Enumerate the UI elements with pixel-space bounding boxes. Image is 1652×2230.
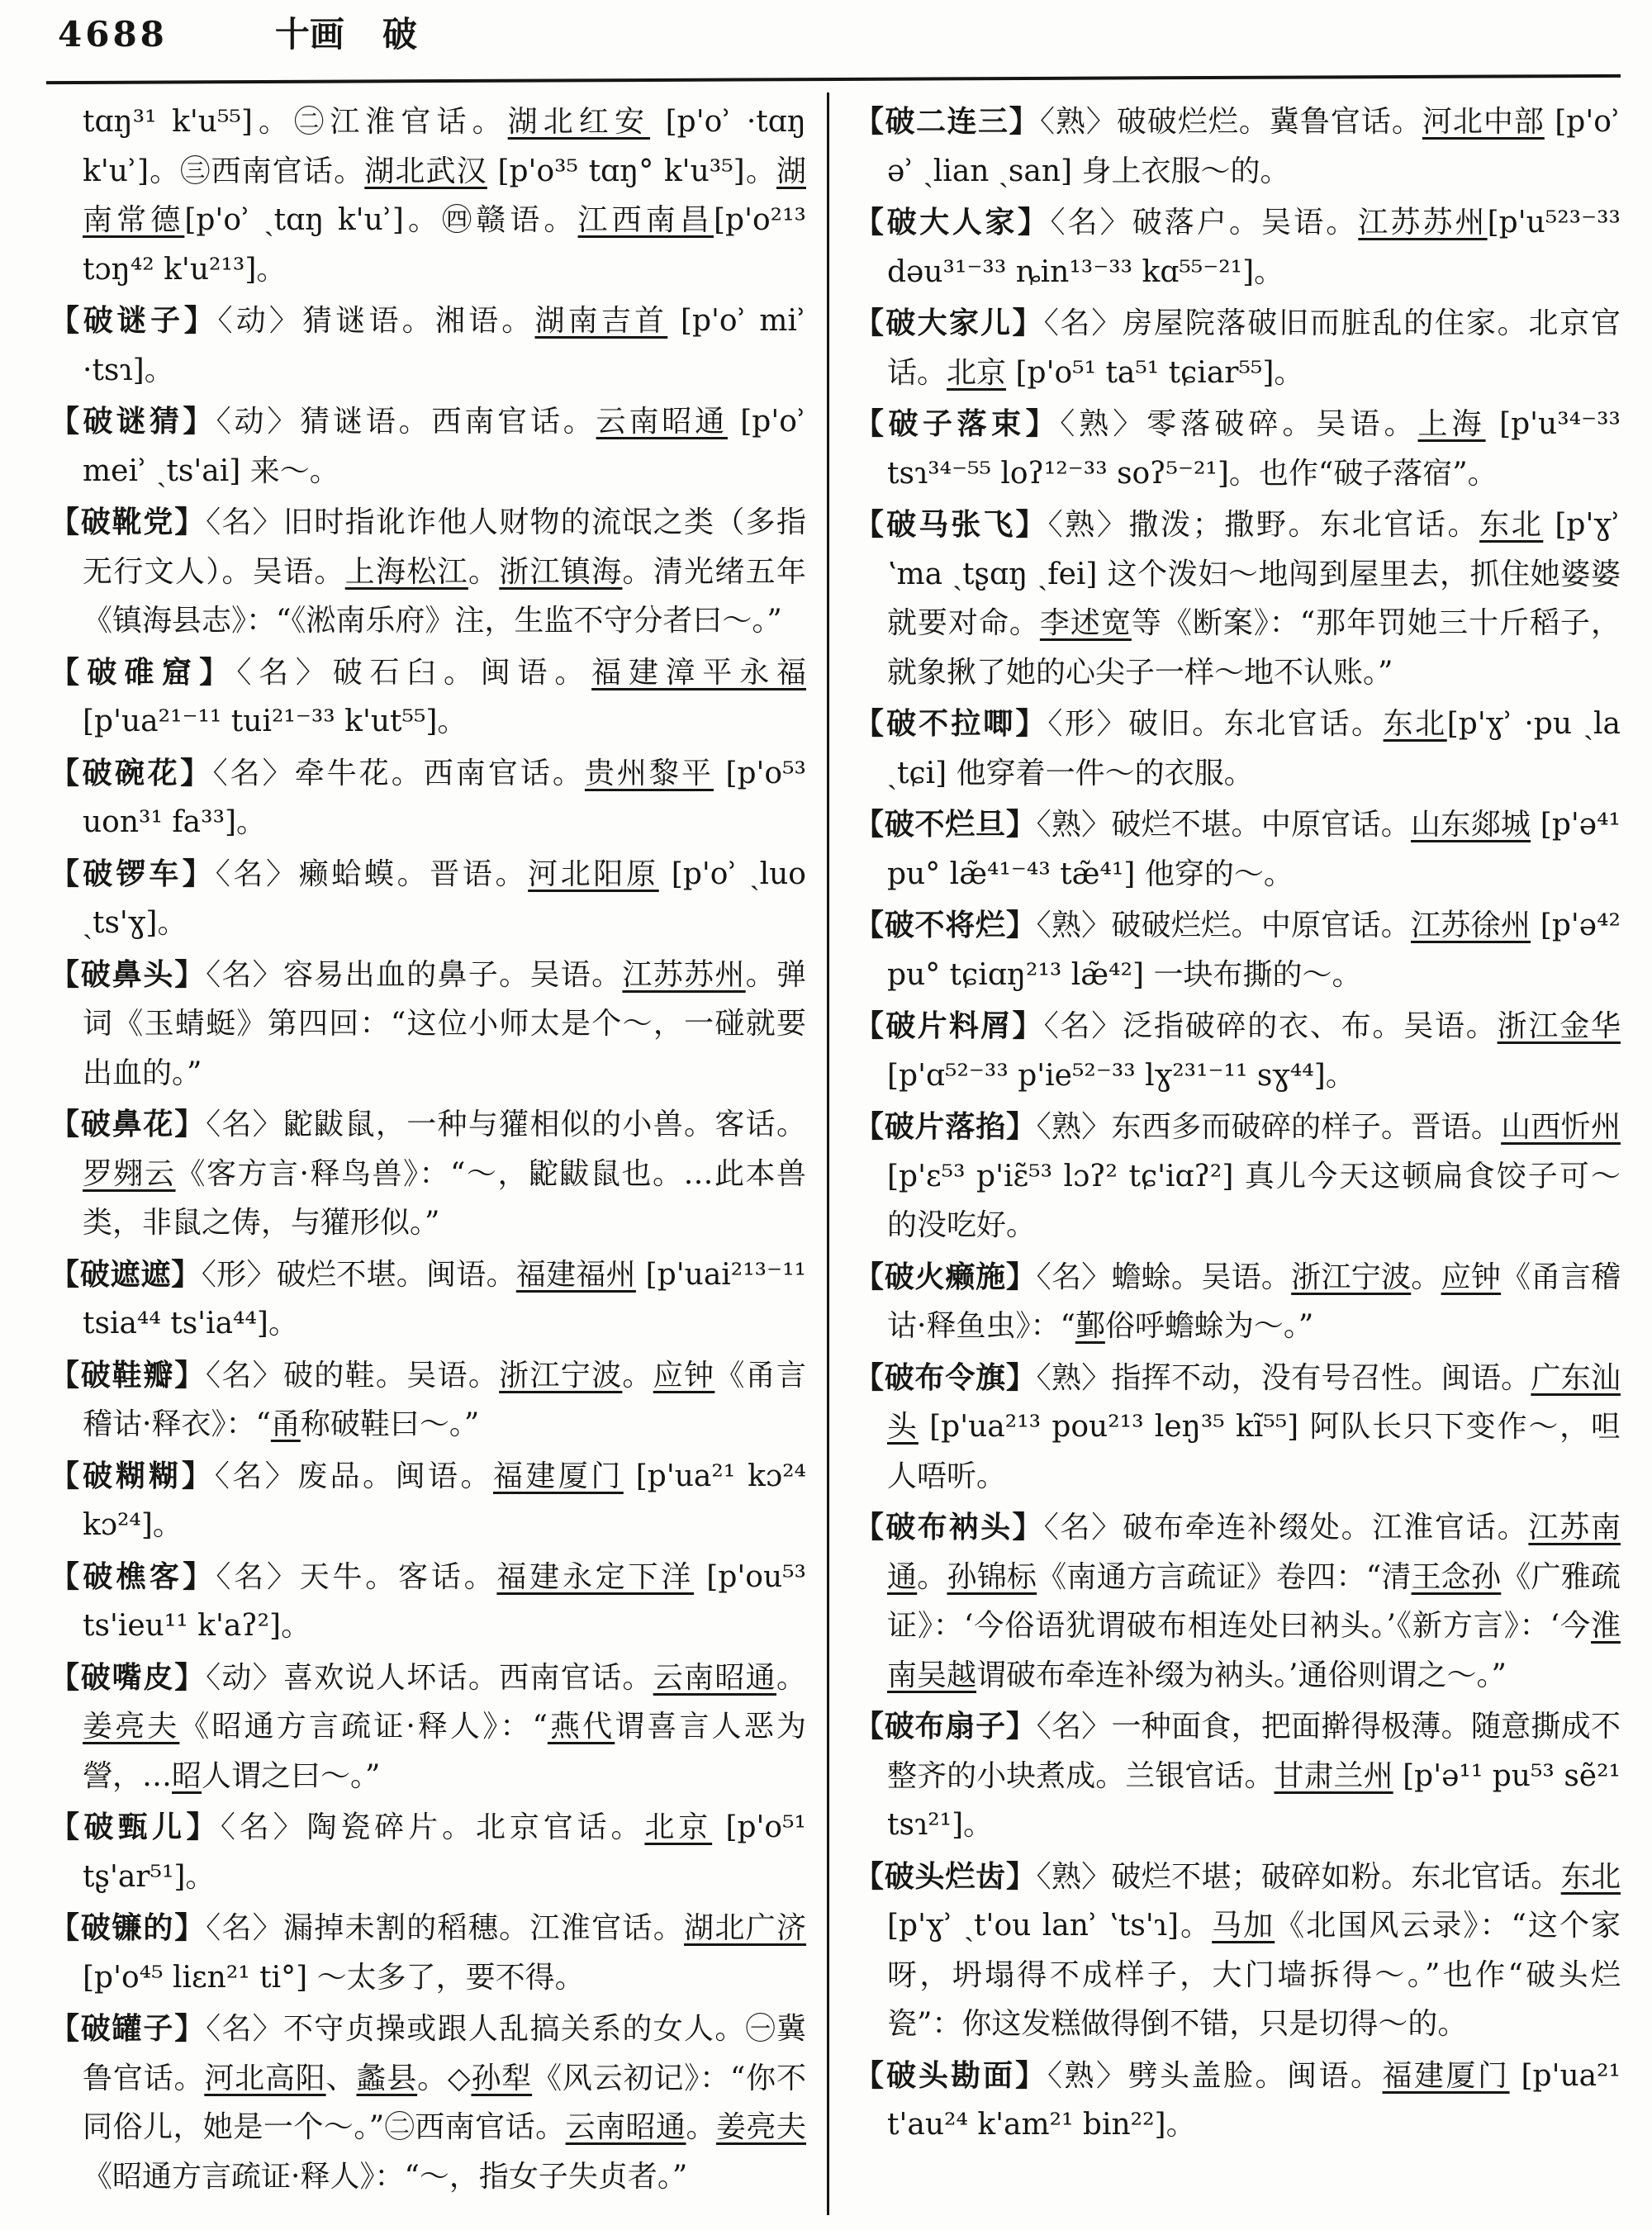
entry-headword: 【破马张飞】 [854,507,1048,542]
entry-text: 《北国风云录》：“这个家呀，坍塌得不成样子，大门墙拆得～。”也作“破头烂瓷”：你这发糕做得倒不错，只是切得～的。 [887,1909,1621,2041]
dictionary-entry [50,1904,806,2002]
dictionary-entry [50,1553,806,1651]
dictionary-entry [50,1452,806,1550]
dictionary-entry [854,1702,1621,1850]
entry-headword: 【破片料屑】 [854,1008,1044,1043]
proper-name: 王念孙 [1411,1559,1502,1594]
proper-name: 河北阳原 [528,856,659,891]
dictionary-entry [50,648,806,747]
entry-text: 《客方言·释鸟兽》：“～，鼧鼥鼠也。…此本兽类，非鼠之俦，与獾形似。” [83,1156,806,1240]
entry-text: 〈熟〉破破烂烂。冀鲁官话。 [1039,105,1422,139]
entry-text: 、 [325,2061,357,2095]
entry-text: 〈熟〉破烂不堪。中原官话。 [1036,808,1412,842]
proper-name: 浙江金华 [1497,1009,1621,1043]
entry-headword: 【破不将烂】 [854,908,1037,942]
entry-text: [p'o⁵¹ ta⁵¹ tɕiar⁵⁵]。 [1006,355,1304,390]
entry-headword: 【破布扇子】 [854,1709,1037,1744]
entry-text: [p'oʾ ·tɑŋ k'uʾ]。㊂西南官话。 [83,105,806,188]
entry-headword: 【破碓窟】 [50,654,237,690]
entry-text: tɑŋ³¹ k'u⁵⁵]。㊁江淮官话。 [83,105,508,139]
dictionary-entry [50,1100,806,1248]
entry-text: 谓喜言人恶为謍，… [83,1710,806,1793]
dictionary-entry [854,1354,1621,1502]
dictionary-entry [50,297,806,395]
entry-text: 《昭通方言疏证·释人》：“ [179,1710,548,1744]
right-column [854,97,1621,2152]
entry-text: 《风云初记》：“你不同俗儿，她是一个～。”㊁西南官话。 [83,2061,806,2144]
dictionary-entry [50,1803,806,1901]
proper-name: 福建漳平永福 [591,655,806,690]
entry-text: [p'o³⁵ tɑŋ° k'u³⁵]。 [487,154,776,188]
proper-name: 北京 [947,355,1007,390]
entry-headword: 【破糊糊】 [50,1458,215,1493]
entry-text: 。 [622,1358,653,1393]
stroke-section-label: 十画 [274,14,344,55]
entry-text: 〈名〉泛指破碎的衣、布。吴语。 [1043,1009,1498,1043]
proper-name: 东北 [1560,1859,1621,1894]
entry-text: 。 [1411,1260,1441,1294]
proper-name: 江苏苏州 [622,957,746,992]
proper-name: 姜亮夫 [716,2110,806,2144]
proper-name: 姜亮夫 [83,1710,180,1744]
entry-headword: 【破二连三】 [854,104,1040,139]
column-divider [827,93,829,2215]
entry-text: 〈熟〉东西多而破碎的样子。晋语。 [1036,1110,1502,1144]
entry-text: [p'ou⁵³ ts'ieu¹¹ k'aʔ²]。 [83,1559,806,1643]
entry-text: 。◇ [417,2061,472,2095]
proper-name: 北京 [644,1810,713,1844]
proper-name: 淮南吴越 [887,1609,1621,1692]
entry-text: 〈名〉天牛。客话。 [216,1559,497,1594]
entry-text: 〈形〉破烂不堪。闽语。 [201,1257,516,1292]
proper-name: 昭 [172,1758,202,1793]
proper-name: 上海 [1417,407,1486,441]
entry-headword: 【破布衲头】 [854,1510,1044,1544]
entry-text: 〈名〉房屋院落破旧而脏乱的住家。北京官话。 [887,306,1621,390]
entry-text: [p'ɣʾ ·pu ˎla ˎtɕi] 他穿着一件～的衣服。 [887,707,1621,790]
dictionary-entry [854,1253,1621,1351]
entry-text: [p'oʾ meiʾ ˎts'ai] 来～。 [83,405,806,488]
entry-text: 。 [776,1660,806,1695]
entry-text: 〈熟〉指挥不动，没有号召性。闽语。 [1036,1360,1531,1395]
entry-text: [p'ua²¹³ pou²¹³ leŋ³⁵ kĩ⁵⁵] 阿队长只下变作～，呾人唔听。 [887,1410,1621,1493]
entry-text: 人谓之曰～。” [202,1758,381,1793]
entry-text: 等《断案》：“那年罚她三十斤稻子，就象揪了她的心尖子一样～地不认账。” [887,606,1621,690]
entry-text: [p'u⁵²³⁻³³ dəu³¹⁻³³ ȵin¹³⁻³³ kɑ⁵⁵⁻²¹]。 [887,206,1621,289]
entry-text: [p'uai²¹³⁻¹¹ tsia⁴⁴ ts'ia⁴⁴]。 [83,1257,806,1340]
proper-name: 孙犁 [471,2061,533,2095]
entry-text: 《昭通方言疏证·释人》：“～，指女子失贞者。” [83,2159,688,2194]
proper-name: 蠡县 [356,2061,418,2095]
proper-name: 浙江宁波 [1291,1260,1412,1294]
entry-headword: 【破鼻花】 [50,1107,206,1141]
head-character: 破 [382,14,417,55]
entry-text: 〈名〉容易出血的鼻子。吴语。 [206,957,623,992]
proper-name: 甘肃兰州 [1274,1758,1393,1793]
entry-text: 〈熟〉撒泼；撒野。东北官话。 [1047,508,1480,542]
proper-name: 江苏南通 [887,1511,1621,1594]
proper-name: 江苏徐州 [1411,909,1531,942]
proper-name: 浙江宁波 [499,1358,623,1393]
entry-headword: 【破碗花】 [50,755,213,790]
entry-text: 〈名〉破布牵连补缀处。江淮官话。 [1043,1511,1529,1544]
entry-text: 〈名〉破石臼。闽语。 [236,655,592,690]
entry-headword: 【破谜猜】 [50,404,216,439]
entry-text: 〈名〉一种面食，把面擀得极薄。随意撕成不整齐的小块煮成。兰银官话。 [887,1710,1621,1793]
proper-name: 东北 [1479,508,1544,542]
entry-text: 〈形〉破旧。东北官话。 [1047,707,1384,741]
entry-text: [p'ua²¹⁻¹¹ tui²¹⁻³³ k'ut⁵⁵]。 [83,705,468,738]
entry-text: [p'o⁵¹ tʂ'ar⁵¹]。 [83,1810,806,1894]
dictionary-entry [854,800,1621,899]
entry-text: 。 [686,2110,717,2144]
proper-name: 应钟 [653,1358,715,1393]
entry-text: [p'ə⁴² pu° tɕiɑŋ²¹³ læ̃⁴²] 一块布撕的～。 [887,909,1621,992]
entry-text: 〈名〉牵牛花。西南官话。 [212,756,585,790]
proper-name: 广东汕头 [887,1360,1621,1444]
proper-name: 湖北武汉 [364,154,487,188]
dictionary-entry [854,400,1621,498]
entry-headword: 【破不烂旦】 [854,807,1037,842]
entry-text: [p'ua²¹ kɔ²⁴ kɔ²⁴]。 [83,1459,806,1542]
entry-text: 〈动〉猜谜语。西南官话。 [216,405,596,439]
entry-text: 《甬言稽诂·释衣》：“ [83,1358,806,1441]
proper-name: 山东郯城 [1411,808,1531,842]
entry-text: 。弹词《玉蜻蜓》第四回：“这位小师太是个～，一碰就要出血的。” [83,957,806,1090]
entry-text: 〈熟〉零落破碎。吴语。 [1060,407,1418,441]
entry-text: 称破鞋曰～。” [300,1407,480,1441]
entry-headword: 【破子落束】 [854,406,1061,441]
entry-headword: 【破火癞施】 [854,1259,1037,1294]
dictionary-entry [854,2052,1621,2150]
entry-text: [p'o⁵³ uon³¹ fa³³]。 [83,756,806,839]
entry-text: 〈名〉鼧鼥鼠，一种与獾相似的小兽。客话。 [206,1108,806,1141]
entry-headword: 【破镰的】 [50,1910,206,1945]
dictionary-entry [854,1503,1621,1700]
dictionary-entry [50,97,806,294]
entry-text: [p'oʾ ˎluo ˎts'ɣ]。 [83,856,806,940]
entry-headword: 【破大人家】 [854,205,1051,240]
proper-name: 湖北红安 [507,105,651,139]
dictionary-entry [854,97,1621,196]
dictionary-entry [50,951,806,1098]
entry-headword: 【破片落掐】 [854,1109,1037,1144]
entry-text: [p'ɛ⁵³ p'iɛ̃⁵³ lɔʔ² tɕ'iɑʔ²] 真儿今天这顿扁食饺子可～的没吃好。 [887,1159,1621,1242]
proper-name: 福建厦门 [1382,2058,1510,2093]
proper-name: 孙锦标 [947,1559,1037,1594]
dictionary-entry [854,1103,1621,1250]
proper-name: 福建福州 [515,1257,636,1292]
dictionary-entry [50,2005,806,2201]
proper-name: 浙江镇海 [499,554,623,589]
entry-text: [p'ɑ⁵²⁻³³ p'ie⁵²⁻³³ lɣ²³¹⁻¹¹ sɣ⁴⁴]。 [887,1058,1355,1093]
entry-text: [p'oʾ ˎtɑŋ k'uʾ]。㊃赣语。 [184,203,578,237]
entry-headword: 【破大家儿】 [854,306,1044,340]
dictionary-entry [50,850,806,948]
page-header [58,13,417,56]
entry-headword: 【破鞋瓣】 [50,1357,206,1393]
dictionary-entry [854,198,1621,297]
proper-name: 福建厦门 [492,1459,624,1493]
proper-name: 马加 [1212,1909,1275,1943]
left-column [50,97,806,2204]
entry-headword: 【破布令旗】 [854,1359,1037,1395]
dictionary-entry [50,498,806,646]
proper-name: 燕代 [547,1710,615,1744]
entry-headword: 【破不拉唧】 [854,706,1048,741]
entry-text: 《甬言稽诂·释鱼虫》：“ [887,1260,1621,1343]
entry-text: 〈动〉喜欢说人坏话。西南官话。 [206,1660,653,1695]
entry-text: 。 [468,554,500,589]
entry-text: 〈动〉猜谜语。湘语。 [217,304,535,338]
proper-name: 江西南昌 [577,203,714,237]
entry-text: 〈熟〉劈头盖脸。闽语。 [1047,2058,1383,2093]
entry-headword: 【破锣车】 [50,856,216,891]
entry-text: 〈熟〉破破烂烂。中原官话。 [1036,909,1412,942]
entry-text: 〈名〉不守贞操或跟人乱搞关系的女人。㊀冀鲁官话。 [83,2012,806,2095]
entry-text: [p'ɣʾ ʽma ˎtʂɑŋ ˎfei] 这个泼妇～地闯到屋里去，抓住她婆婆就要对命。 [887,508,1621,640]
dictionary-entry [854,1002,1621,1100]
proper-name: 湖南常德 [83,154,806,237]
entry-text: 〈名〉破落户。吴语。 [1050,206,1359,240]
proper-name: 湖南吉首 [534,304,668,338]
entry-headword: 【破靴党】 [50,505,206,539]
proper-name: 罗翙云 [83,1156,176,1191]
proper-name: 江苏苏州 [1358,206,1488,240]
entry-text: [p'u³⁴⁻³³ tsɿ³⁴⁻⁵⁵ loʔ¹²⁻³³ soʔ⁵⁻²¹]。也作“破子落宿”。 [887,407,1621,491]
entry-headword: 【破头烂齿】 [854,1858,1037,1894]
dictionary-entry [854,700,1621,798]
proper-name: 应钟 [1441,1260,1502,1294]
dictionary-entry [854,501,1621,697]
entry-headword: 【破谜子】 [50,303,218,338]
proper-name: 河北中部 [1422,105,1545,139]
entry-text: 〈名〉旧时指讹诈他人财物的流氓之类（多指无行文人）。吴语。 [83,505,806,589]
page-number: 4688 [58,14,168,55]
dictionary-entry [854,901,1621,999]
entry-headword: 【破鼻头】 [50,956,206,992]
entry-text: [p'ə⁴¹ pu° læ̃⁴¹⁻⁴³ tæ̃⁴¹] 他穿的～。 [887,808,1621,891]
header-rule [46,74,1621,84]
dictionary-entry [854,1853,1621,2049]
proper-name: 甬 [270,1407,301,1441]
entry-text: 〈熟〉破烂不堪；破碎如粉。东北官话。 [1036,1859,1561,1894]
entry-text: [p'ɣʾ ˎt'ou lanʾ ʽts'ɿ]。 [887,1909,1213,1943]
proper-name: 福建永定下洋 [496,1559,695,1594]
entry-headword: 【破遮遮】 [50,1256,202,1292]
entry-text: 谓破布牵连补缀为衲头。’通俗则谓之～。” [976,1658,1507,1692]
dictionary-entry [50,397,806,496]
entry-headword: 【破甄儿】 [50,1810,221,1844]
entry-headword: 【破樵客】 [50,1559,216,1594]
entry-text: 俗呼蟾蜍为～。” [1104,1309,1314,1343]
entry-text: [p'ua²¹ t'au²⁴ k'am²¹ bin²²]。 [887,2058,1621,2142]
entry-text: [p'ə¹¹ pu⁵³ sẽ²¹ tsɿ²¹]。 [887,1758,1621,1842]
entry-text: 。 [917,1559,947,1594]
entry-text: [p'oʾ miʾ ·tsɿ]。 [83,304,806,387]
proper-name: 李述宽 [1039,606,1132,640]
proper-name: 湖北广济 [684,1911,806,1945]
entry-text: 〈名〉蟾蜍。吴语。 [1036,1260,1292,1294]
entry-text: [p'o²¹³ tɔŋ⁴² k'u²¹³]。 [83,203,806,287]
dictionary-entry [50,1654,806,1801]
entry-text: 〈名〉废品。闽语。 [214,1459,493,1493]
entry-text: 《南通方言疏证》卷四：“清 [1037,1559,1412,1594]
proper-name: 云南昭通 [596,405,728,439]
entry-headword: 【破罐子】 [50,2011,206,2046]
entry-text: 〈名〉破的鞋。吴语。 [206,1358,500,1393]
proper-name: 云南昭通 [565,2110,686,2144]
proper-name: 河北高阳 [204,2061,326,2095]
dictionary-entry [50,1351,806,1450]
entry-text: 〈名〉癞蛤蟆。晋语。 [215,856,529,891]
proper-name: 山西忻州 [1501,1110,1621,1144]
proper-name: 上海松江 [344,554,468,589]
proper-name: 云南昭通 [653,1660,776,1695]
proper-name: 贵州黎平 [584,756,714,790]
proper-name: 鄞 [1075,1309,1105,1343]
proper-name: 东北 [1383,707,1447,741]
entry-headword: 【破头勘面】 [854,2057,1048,2093]
entry-text: 。清光绪五年《镇海县志》：“《淞南乐府》注，生监不守分者曰～。” [83,554,806,638]
entry-text: 《广雅疏证》：‘今俗语犹谓破布相连处曰衲头。’《新方言》：‘今 [887,1559,1621,1643]
dictionary-entry [854,299,1621,397]
entry-headword: 【破嘴皮】 [50,1659,206,1695]
entry-text: 〈名〉漏掉未割的稻穗。江淮官话。 [206,1911,685,1945]
entry-text: [p'oʾ əʾ ˎlian ˎsan] 身上衣服～的。 [887,105,1621,188]
entry-text: 〈名〉陶瓷碎片。北京官话。 [220,1810,645,1844]
dictionary-entry [50,1250,806,1349]
dictionary-entry [50,749,806,847]
entry-text: [p'o⁴⁵ liɛn²¹ ti°] ～太多了，要不得。 [83,1960,585,1995]
